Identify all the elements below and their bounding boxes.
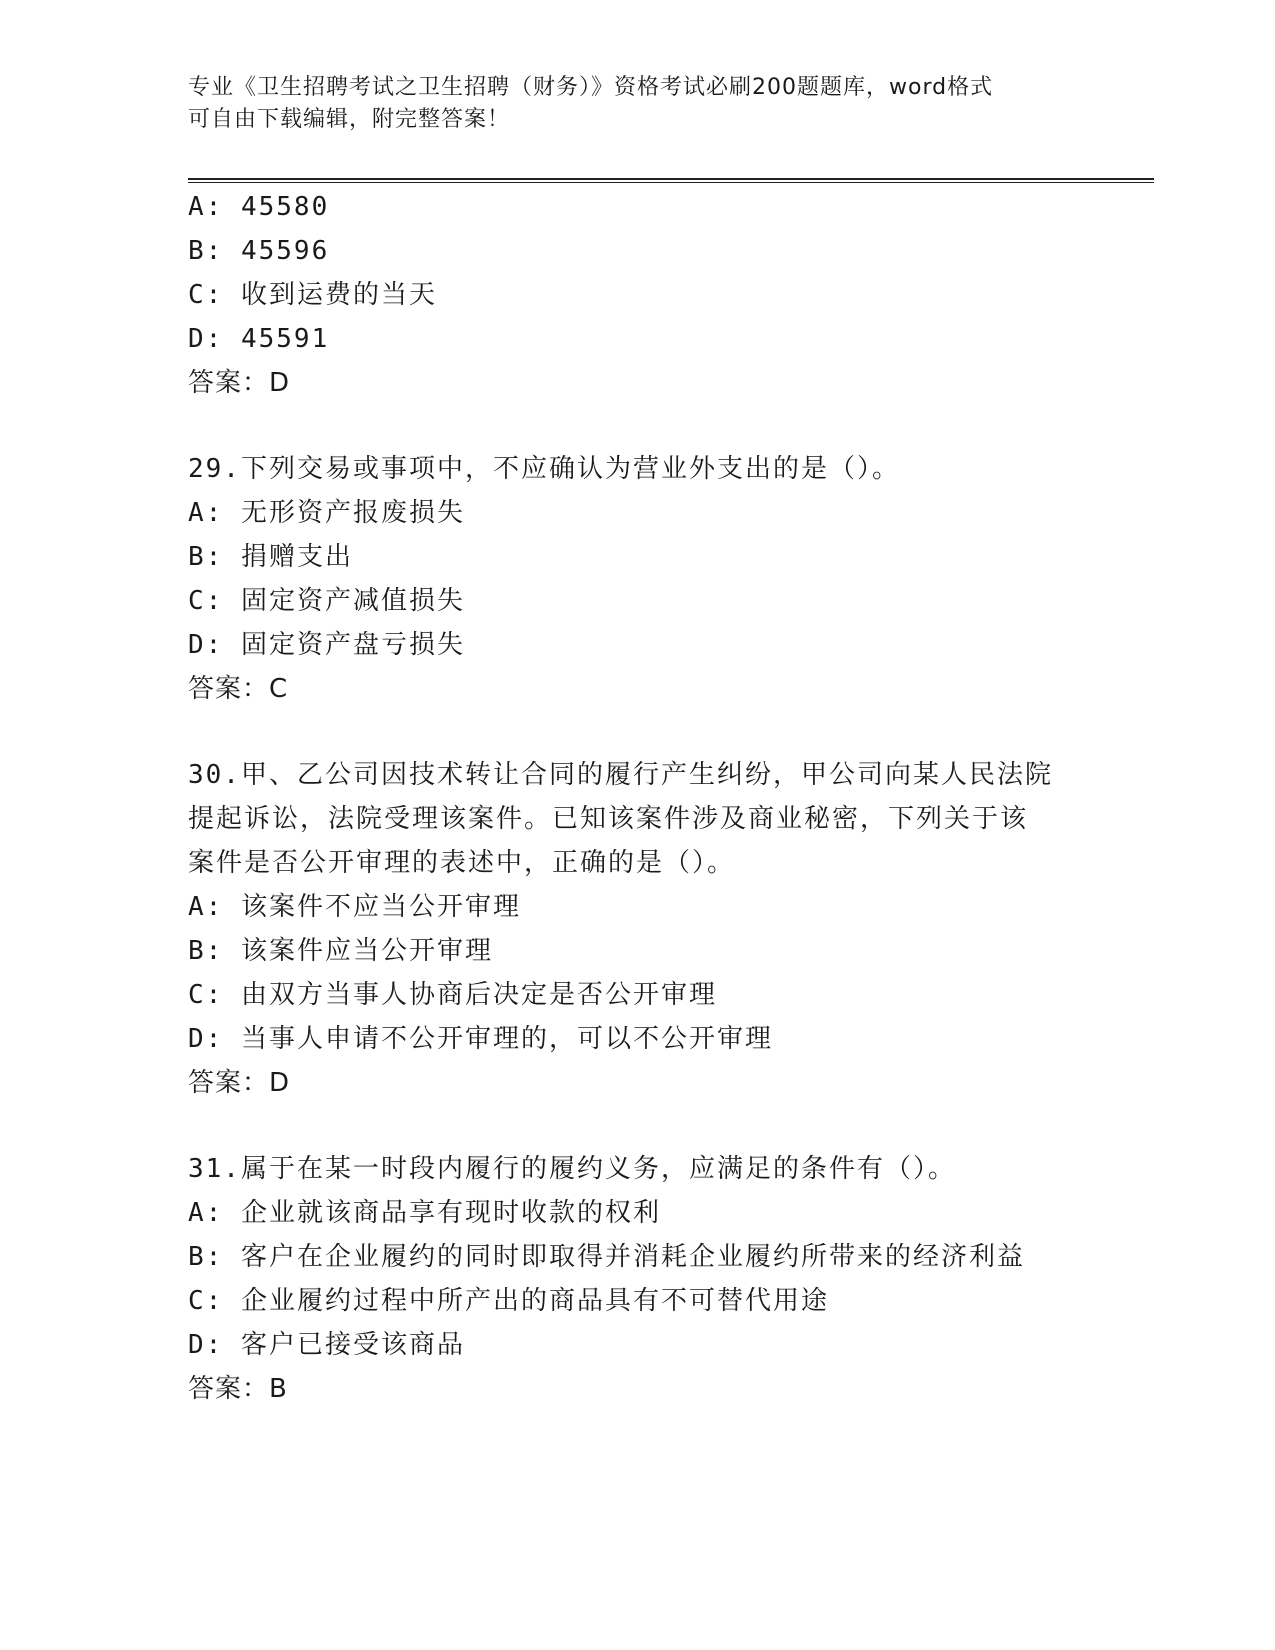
q29-answer: 答案：C xyxy=(188,674,289,704)
q30-option-c: C: 由双方当事人协商后决定是否公开审理 xyxy=(188,980,717,1010)
q29-stem: 29.下列交易或事项中，不应确认为营业外支出的是（）。 xyxy=(188,454,900,484)
q30-answer: 答案：D xyxy=(188,1068,291,1098)
q29-option-d: D: 固定资产盘亏损失 xyxy=(188,630,465,660)
prev-option-a: A: 45580 xyxy=(188,192,330,222)
q31-option-b: B: 客户在企业履约的同时即取得并消耗企业履约所带来的经济利益 xyxy=(188,1242,1025,1272)
q30-stem-line-2: 提起诉讼，法院受理该案件。已知该案件涉及商业秘密，下列关于该 xyxy=(188,804,1029,834)
q30-option-d: D: 当事人申请不公开审理的，可以不公开审理 xyxy=(188,1024,773,1054)
q29-option-b: B: 捐赠支出 xyxy=(188,542,353,572)
q31-answer: 答案：B xyxy=(188,1374,288,1404)
q31-option-c: C: 企业履约过程中所产出的商品具有不可替代用途 xyxy=(188,1286,829,1316)
q29-option-a: A: 无形资产报废损失 xyxy=(188,498,465,528)
prev-option-c: C: 收到运费的当天 xyxy=(188,280,437,310)
q31-option-a: A: 企业就该商品享有现时收款的权利 xyxy=(188,1198,661,1228)
prev-option-d: D: 45591 xyxy=(188,324,330,354)
q30-option-b: B: 该案件应当公开审理 xyxy=(188,936,493,966)
header-line-1: 专业《卫生招聘考试之卫生招聘（财务）》资格考试必刷200题题库，word格式 xyxy=(188,75,994,100)
q30-stem-line-3: 案件是否公开审理的表述中，正确的是（）。 xyxy=(188,848,736,878)
header-divider-thin xyxy=(188,182,1154,183)
header-line-2: 可自由下载编辑，附完整答案！ xyxy=(188,107,511,132)
q31-option-d: D: 客户已接受该商品 xyxy=(188,1330,465,1360)
q31-stem: 31.属于在某一时段内履行的履约义务，应满足的条件有（）。 xyxy=(188,1154,956,1184)
prev-answer: 答案：D xyxy=(188,368,291,398)
header-divider-thick xyxy=(188,178,1154,180)
prev-option-b: B: 45596 xyxy=(188,236,330,266)
q30-option-a: A: 该案件不应当公开审理 xyxy=(188,892,521,922)
document-header xyxy=(188,72,1068,136)
q29-option-c: C: 固定资产减值损失 xyxy=(188,586,465,616)
q30-stem-line-1: 30.甲、乙公司因技术转让合同的履行产生纠纷，甲公司向某人民法院 xyxy=(188,760,1053,790)
